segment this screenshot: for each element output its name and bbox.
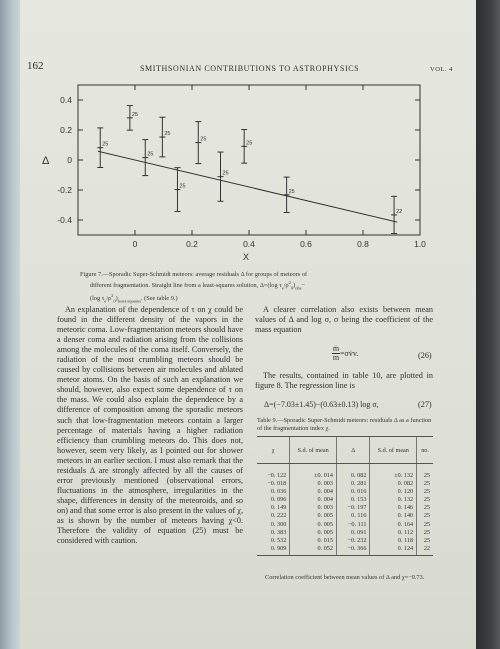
- y-axis-label: Δ: [42, 155, 50, 167]
- point-count-label: 25: [147, 151, 154, 158]
- table-row: [257, 512, 433, 520]
- table-header-cell: χ: [257, 437, 290, 464]
- y-tick-label: -0.2: [57, 185, 72, 195]
- table-row: [257, 496, 433, 504]
- table-cell: 25: [417, 537, 433, 545]
- correlation-note: Correlation coefficient between mean values of Δ and χ=−0.73.: [265, 574, 425, 581]
- table-cell: 0. 096: [270, 496, 287, 504]
- table-cell: 25: [417, 521, 433, 529]
- caption-line-2b: /ρ: [283, 282, 289, 290]
- table-cell: 22: [417, 545, 433, 556]
- figure-caption: Figure 7.—Sporadic Super-Schmidt meteors: average residuals Δ for groups of meteors of different fragmentation. Straight line from a least-squares solution, Δ=(log $\tau_e/\rho^2_0)_{obs}-$ (log $\tau_e/\rho^2_0)_{least-squares}$. (See table 9.): [80, 271, 308, 304]
- point-count-label: 25: [288, 188, 295, 195]
- table-cell: 0. 124: [370, 545, 417, 556]
- right-paragraph-2: The results, contained in table 10, are plotted in figure 8. The regression line is: [255, 371, 433, 391]
- left-column: [57, 305, 243, 546]
- eq26-rhs: =σv̇v.: [340, 349, 359, 358]
- eq27-number: (27): [418, 400, 432, 409]
- caption-line-2c: ): [293, 282, 296, 290]
- table-cell: 0. 016: [336, 488, 369, 496]
- point-count-label: 22: [396, 208, 403, 215]
- caption-sub-lsq: least-squares: [117, 298, 142, 304]
- running-title: SMITHSONIAN CONTRIBUTIONS TO ASTROPHYSICS: [140, 64, 360, 73]
- table-cell: 0. 091: [336, 529, 369, 537]
- table-cell: −0. 232: [336, 537, 369, 545]
- table-9: [257, 436, 433, 556]
- table-cell: 0. 153: [336, 496, 369, 504]
- y-tick-label: 0.2: [60, 125, 72, 135]
- y-tick-label: 0.4: [60, 95, 72, 105]
- table-cell: 0. 132: [370, 496, 417, 504]
- table-cell: 25: [417, 529, 433, 537]
- point-count-label: 25: [131, 111, 138, 118]
- table-cell: 0. 015: [290, 537, 337, 545]
- right-paragraph-2-box: [255, 371, 433, 391]
- table-row: [257, 488, 433, 496]
- data-point: [127, 106, 138, 131]
- table-cell: 0. 532: [270, 536, 287, 544]
- eq26-denominator: m: [332, 353, 340, 362]
- table-cell: 0. 909: [257, 545, 290, 556]
- table-cell: 25: [417, 504, 433, 512]
- table-cell: 0. 003: [290, 504, 337, 512]
- page-number: 162: [27, 60, 44, 72]
- caption-line-1: Figure 7.—Sporadic Super-Schmidt meteors: average residuals Δ for groups of meteors of: [80, 271, 308, 278]
- table-cell: 25: [417, 480, 433, 488]
- table-cell: 25: [417, 496, 433, 504]
- right-column: [255, 305, 433, 335]
- table-cell: 0. 118: [370, 537, 417, 545]
- table-cell: 0. 004: [290, 496, 337, 504]
- x-tick-label: 0.6: [300, 239, 312, 249]
- volume-label: VOL. 4: [430, 66, 453, 73]
- data-point: [391, 196, 402, 233]
- journal-page: [20, 0, 476, 649]
- table-row: [257, 464, 433, 481]
- table-cell: −0. 111: [336, 521, 369, 529]
- y-tick-label: -0.4: [57, 215, 72, 225]
- plot-frame: [78, 85, 420, 235]
- table-cell: 0. 383: [270, 528, 287, 536]
- caption-line-3: (log τ: [90, 295, 105, 303]
- data-point: [142, 140, 153, 176]
- point-count-label: 25: [164, 131, 171, 138]
- table-cell: 0. 052: [290, 545, 337, 556]
- x-tick-label: 0.2: [186, 239, 198, 249]
- caption-line-3c: ): [115, 295, 118, 303]
- table-cell: 0. 140: [370, 512, 417, 520]
- data-point: [218, 152, 229, 201]
- caption-line-3b: /ρ: [106, 295, 112, 303]
- x-tick-label: 1.0: [414, 239, 426, 249]
- table-cell: 0. 003: [290, 480, 337, 488]
- table-9-caption: Table 9.—Sporadic Super-Schmidt meteors: residuals Δ as a function of the fragmentation index χ.: [257, 417, 432, 432]
- table-cell: ±0. 014: [290, 464, 337, 481]
- table-cell: 0. 300: [270, 520, 287, 528]
- table-cell: 0. 082: [336, 464, 369, 481]
- table-header-cell: Δ: [336, 437, 369, 464]
- table-cell: 0. 005: [290, 521, 337, 529]
- x-axis-label: X: [243, 252, 250, 262]
- x-tick-label: 0: [132, 239, 138, 249]
- point-count-label: 25: [246, 140, 253, 147]
- table-cell: 0. 281: [336, 480, 369, 488]
- table-cell: 25: [417, 464, 433, 481]
- caption-line-2: different fragmentation. Straight line from a least-squares solution, Δ=(log τ: [90, 282, 282, 290]
- equation-26: [332, 345, 358, 362]
- y-tick-label: 0: [67, 155, 72, 165]
- point-count-label: 25: [222, 170, 229, 177]
- regression-line: [98, 151, 397, 222]
- table-cell: ±0. 132: [370, 464, 417, 481]
- table-cell: −0. 122: [267, 472, 287, 479]
- data-point: [241, 130, 252, 164]
- right-paragraph-1: A clearer correlation also exists between mean values of Δ and log σ, σ being the coefficient of the mass equation: [255, 305, 433, 335]
- table-row: [257, 537, 433, 545]
- table-cell: −0. 366: [336, 545, 369, 556]
- table-cell: 0. 005: [290, 512, 337, 520]
- table-row: [257, 504, 433, 512]
- table-cell: 0. 149: [270, 504, 287, 512]
- table-cell: 0. 222: [270, 512, 287, 520]
- eq26-numerator: ṁ: [332, 344, 340, 353]
- point-count-label: 25: [102, 141, 109, 148]
- table-cell: 0. 036: [270, 488, 287, 496]
- table-header-cell: S.d. of mean: [370, 437, 417, 464]
- eq26-number: (26): [418, 351, 432, 360]
- table-header-cell: S.d. of mean: [290, 437, 337, 464]
- scan-right-edge: [474, 0, 500, 649]
- data-point: [195, 122, 206, 164]
- data-point: [97, 128, 108, 168]
- x-tick-label: 0.4: [243, 239, 255, 249]
- figure-7-chart: [20, 74, 476, 270]
- data-point: [159, 117, 170, 157]
- left-paragraph: An explanation of the dependence of τ on χ could be found in the different density of the vapors in the meteoric coma. Low-fragmentation meteors should have a denser coma and radiation arising from the collisions among the molecules of the coma itself. Conversely, the radiation of the most crumbling meteors should be caused by collisions between air molecules and ablated meteor atoms. On the basis of such an explanation we should, however, also expect some dependence of τ on the mass. We could also explain the dependence by a difference of composition among the sporadic meteors such that low-fragmentation meteors contain a larger percentage of materials having a higher radiation efficiency than crumbling meteors do. This does not, however, seem very likely, as I pointed out for shower meteors in an earlier section. I must also remark that the residuals Δ are strongly affected by all the causes of error previously mentioned (observational errors, fluctuations in the atmosphere, irregularities in the shape, differences in density of the meteoroids, and so on) and that some error is also present in the values of χ, as is shown by the number of meteors having χ<0. Therefore the validity of equation (25) must be considered with caution.: [57, 305, 243, 546]
- point-count-label: 25: [179, 183, 186, 190]
- point-count-label: 25: [200, 136, 207, 143]
- table-cell: −0. 018: [267, 480, 287, 488]
- table-row: [257, 545, 433, 556]
- table-cell: 0. 004: [290, 488, 337, 496]
- equation-27: Δ=(−7.03±1.45)−(0.63±0.13) log σ,: [264, 400, 379, 409]
- caption-line-2e: −: [301, 282, 306, 290]
- data-point: [284, 177, 295, 212]
- scan-left-edge: [0, 0, 22, 649]
- caption-line-3e: . (See table 9.): [141, 295, 178, 303]
- data-point: [174, 168, 185, 212]
- table-cell: 25: [417, 512, 433, 520]
- table-row: [257, 521, 433, 529]
- table-cell: 0. 120: [370, 488, 417, 496]
- table-cell: 0. 146: [370, 504, 417, 512]
- table-header-cell: no.: [417, 437, 433, 464]
- caption-sub-obs: obs: [295, 285, 302, 291]
- table-cell: 0. 116: [336, 512, 369, 520]
- x-tick-label: 0.8: [357, 239, 369, 249]
- table-cell: 0. 164: [370, 521, 417, 529]
- table-row: [257, 529, 433, 537]
- table-cell: 0. 112: [370, 529, 417, 537]
- table-cell: 0. 082: [370, 480, 417, 488]
- table-cell: 0. 005: [290, 529, 337, 537]
- table-cell: 25: [417, 488, 433, 496]
- table-cell: −0. 197: [336, 504, 369, 512]
- table-row: [257, 480, 433, 488]
